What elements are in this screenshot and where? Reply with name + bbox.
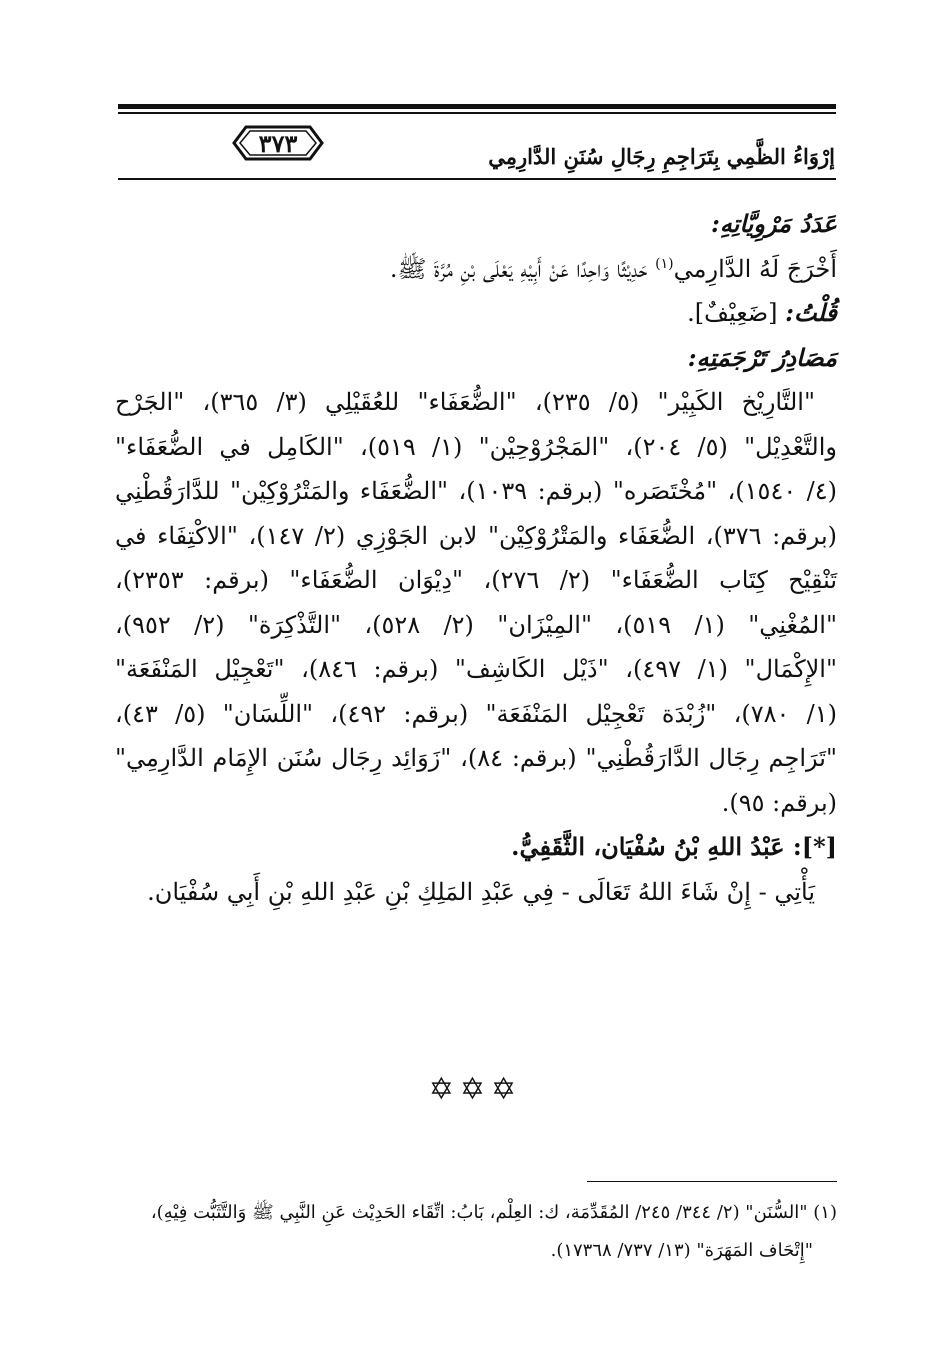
verdict-label: قُلْتُ: — [785, 298, 837, 327]
entry-line — [115, 825, 837, 870]
section-ornament-icon: ✡✡✡ — [428, 1072, 523, 1107]
footnote-ref-1[interactable]: (١) — [655, 255, 674, 272]
narration-line — [115, 247, 837, 292]
page-number: ٣٧٣ — [258, 128, 298, 158]
header-thick-rule — [118, 104, 836, 109]
narration-part2: حَدِيْثًا وَاحِدًا عَنْ أَبِيْهِ يَعْلَى بْنِ مُرَّةَ ﷺ. — [389, 254, 656, 283]
running-title: إرْوَاءُ الظَّمِي بِتَرَاجِمِ رِجَالِ سُنَنِ الدَّارِمِي — [488, 144, 835, 169]
sources-line-1: "التَّارِيْخ الكَبِيْر" (٥/ ٢٣٥)، "الضُّعَفَاء" للعُقَيْلِي (٣/ ٣٦٥)، "الجَرْح — [115, 388, 816, 416]
sources-line-7: "الإِكْمَال" (١/ ٤٩٧)، "ذَيْل الكَاشِف" (برقم: ٨٤٦)، "تَعْجِيْل المَنْفَعَة" — [115, 655, 838, 683]
footnotes — [115, 1194, 837, 1270]
narration-part1: أَخْرَجَ لَهُ الدَّارِمي — [673, 254, 837, 283]
sources-line-10: (برقم: ٩٥). — [721, 788, 837, 817]
header-rules — [118, 104, 836, 114]
sources-line-3: (٤/ ١٥٤٠)، "مُخْتَصَره" (برقم: ١٠٣٩)، "الضُّعَفَاء والمَتْرُوْكِيْن" للدَّارَقُطْنِي — [115, 477, 838, 505]
header-bottom-rule — [118, 178, 836, 180]
footnote-separator — [587, 1181, 837, 1182]
footnote-1-line-2: "إِتْحَاف المَهَرَة" (١٣/ ٧٣٧/ ١٧٣٦٨). — [550, 1240, 813, 1261]
main-text — [115, 202, 837, 914]
entry-name: عَبْدُ اللهِ بْنُ سُفْيَان، الثَّقَفِيُّ. — [511, 832, 793, 861]
footnote-1-line-1: (١) "السُّنَن" (٢/ ٣٤٤/ ٢٤٥/ المُقَدِّمَة، ك: العِلْم، بَابُ: اتِّقَاء الحَدِيْث عَنِ النَّبِي ﷺ وَالتَّثَبُّت فِيْهِ)، — [150, 1202, 837, 1223]
sources-line-4: (برقم: ٣٧٦)، الضُّعَفَاء والمَتْرُوْكِيْن" لابن الجَوْزِي (٢/ ١٤٧)، "الاكْتِفَاء في — [115, 521, 837, 550]
heading-count: عَدَدُ مَرْوِيَّاتِهِ: — [710, 209, 837, 238]
sources-line-5: تَنْقِيْح كِتَاب الضُّعَفَاء" (٢/ ٢٧٦)، "دِيْوَان الضُّعَفَاء" (برقم: ٢٣٥٣)، — [115, 566, 838, 594]
header-thin-rule — [118, 112, 836, 114]
verdict-line — [115, 291, 837, 336]
sources-line-9: "تَرَاجِم رِجَال الدَّارَقُطْنِي" (برقم: ٨٤)، "زَوَائِد رِجَال سُنَن الإِمَام الدَّارِمِي" — [115, 744, 837, 772]
sources-line-8: (١/ ٧٨٠)، "زُبْدَة تَعْجِيْل المَنْفَعَة" (برقم: ٤٩٢)، "اللِّسَان" (٥/ ٤٣)، — [115, 699, 837, 728]
sources-line-2: والتَّعْدِيْل" (٥/ ٢٠٤)، "المَجْرُوْحِيْن" (١/ ٥١٩)، "الكَامِل في الضُّعَفَاء" — [115, 432, 837, 461]
sources-line-6: "المُغْنِي" (١/ ٥١٩)، "المِيْزَان" (٢/ ٥٢٨)، "التَّذْكِرَة" (٢/ ٩٥٢)، — [115, 610, 838, 639]
page-number-badge — [232, 121, 324, 165]
cross-reference: يَأْتِي - إِنْ شَاءَ اللهُ تَعَالَى - فِي عَبْدِ المَلِكِ بْنِ عَبْدِ اللهِ بْنِ أَبِي سُفْيَان. — [147, 877, 815, 906]
verdict-value: [ضَعِيْفٌ]. — [687, 299, 786, 327]
heading-sources: مَصَادِرُ تَرْجَمَتِهِ: — [687, 342, 837, 372]
entry-marker: [*]: — [792, 832, 837, 861]
